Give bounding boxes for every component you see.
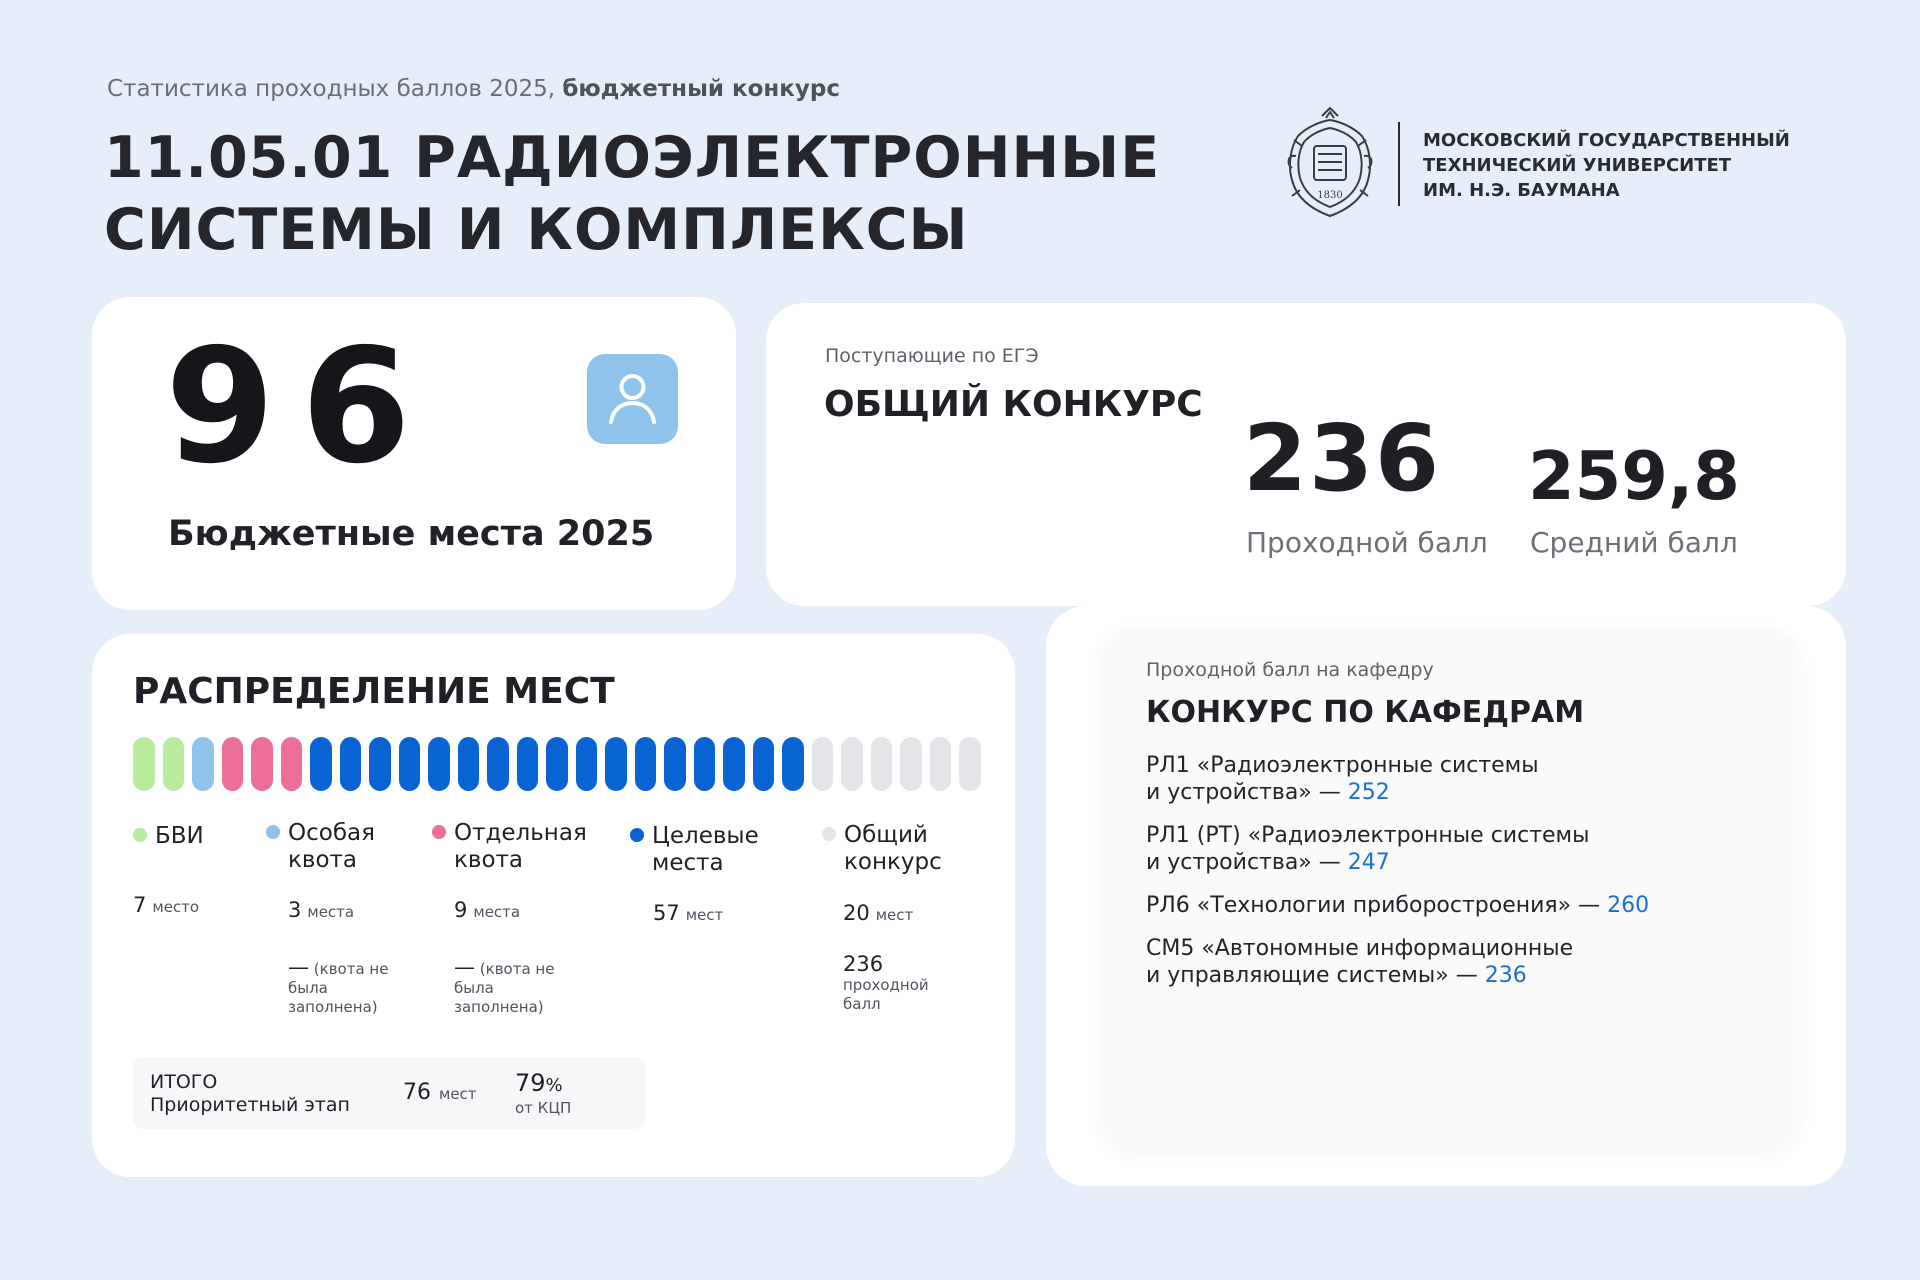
department-score: 260 bbox=[1607, 893, 1650, 918]
distribution-pill-bvi bbox=[133, 737, 155, 791]
note-dash: — bbox=[288, 955, 309, 979]
count-value: 3 bbox=[288, 898, 302, 922]
note-dash: — bbox=[454, 955, 475, 979]
distribution-pill-target bbox=[694, 737, 716, 791]
title-line-2: СИСТЕМЫ И КОМПЛЕКСЫ bbox=[104, 197, 969, 263]
passing-score-label: Проходной балл bbox=[1246, 526, 1488, 559]
special-quota-count bbox=[288, 898, 354, 922]
distribution-pill-separate bbox=[281, 737, 303, 791]
total-title-line-1: ИТОГО bbox=[150, 1071, 218, 1093]
general-competition-dot-icon bbox=[822, 827, 836, 841]
department-item-text: и устройства» — bbox=[1146, 780, 1348, 805]
special-quota-dot-icon bbox=[266, 825, 280, 839]
average-score-label: Средний балл bbox=[1530, 526, 1738, 559]
category-name: Общий bbox=[844, 822, 928, 848]
passing-score-value: 236 bbox=[1243, 405, 1442, 512]
university-line-3: ИМ. Н.Э. БАУМАНА bbox=[1423, 180, 1620, 201]
department-item bbox=[1146, 935, 1786, 989]
budget-places-value: 96 bbox=[165, 315, 437, 499]
department-item-line-2 bbox=[1146, 962, 1786, 989]
department-item-line-1: РЛ1 «Радиоэлектронные системы bbox=[1146, 753, 1539, 778]
budget-places-label: Бюджетные места 2025 bbox=[168, 514, 655, 554]
logo-divider bbox=[1398, 122, 1400, 206]
department-title: КОНКУРС ПО КАФЕДРАМ bbox=[1146, 695, 1585, 730]
department-list bbox=[1146, 752, 1786, 1005]
general-competition-score: 236 bbox=[843, 952, 884, 976]
special-quota-note bbox=[288, 955, 408, 1017]
distribution-pill-target bbox=[458, 737, 480, 791]
category-name: Особая bbox=[288, 820, 375, 846]
distribution-pill-target bbox=[428, 737, 450, 791]
person-icon bbox=[587, 354, 678, 444]
count-unit: мест bbox=[875, 906, 914, 924]
category-name: БВИ bbox=[155, 823, 204, 849]
university-emblem-icon bbox=[1282, 106, 1378, 220]
distribution-pill-separate bbox=[251, 737, 273, 791]
department-label: Проходной балл на кафедру bbox=[1146, 659, 1434, 681]
general-competition-count bbox=[843, 901, 913, 925]
distribution-pill-target bbox=[487, 737, 509, 791]
department-item bbox=[1146, 752, 1786, 806]
distribution-pill-target bbox=[753, 737, 775, 791]
general-competition-title: ОБЩИЙ КОНКУРС bbox=[824, 384, 1203, 425]
university-line-1: МОСКОВСКИЙ ГОСУДАРСТВЕННЫЙ bbox=[1423, 130, 1790, 151]
distribution-pill-target bbox=[723, 737, 745, 791]
count-unit: место bbox=[152, 898, 200, 916]
target-places-count bbox=[653, 901, 723, 925]
distribution-pill-bvi bbox=[163, 737, 185, 791]
distribution-pill-target bbox=[369, 737, 391, 791]
department-item bbox=[1146, 892, 1786, 919]
department-item-line-2 bbox=[1146, 849, 1786, 876]
total-title bbox=[150, 1071, 350, 1117]
count-unit: места bbox=[473, 903, 521, 921]
university-line-2: ТЕХНИЧЕСКИЙ УНИВЕРСИТЕТ bbox=[1423, 155, 1732, 176]
count-value: 7 bbox=[133, 893, 147, 917]
count-value: 9 bbox=[454, 898, 468, 922]
category-name-line-2: места bbox=[652, 850, 724, 876]
average-score-value: 259,8 bbox=[1528, 437, 1740, 515]
category-general-competition bbox=[822, 822, 942, 876]
distribution-pill-separate bbox=[222, 737, 244, 791]
subtitle-plain: Статистика проходных баллов 2025, bbox=[107, 76, 563, 102]
page-subtitle bbox=[107, 76, 840, 102]
distribution-pill-general bbox=[959, 737, 981, 791]
bvi-count bbox=[133, 893, 199, 917]
distribution-pill-target bbox=[310, 737, 332, 791]
separate-quota-count bbox=[454, 898, 520, 922]
logo-year: 1830 bbox=[1317, 190, 1343, 201]
note-text: (квота не была заполнена) bbox=[454, 960, 555, 1016]
department-score: 252 bbox=[1347, 780, 1390, 805]
distribution-pill-general bbox=[841, 737, 863, 791]
distribution-pill-target bbox=[399, 737, 421, 791]
total-count-value: 76 bbox=[403, 1080, 431, 1105]
distribution-pill-special bbox=[192, 737, 214, 791]
subtitle-bold: бюджетный конкурс bbox=[562, 76, 841, 102]
count-unit: места bbox=[307, 903, 355, 921]
department-score: 236 bbox=[1484, 963, 1527, 988]
ege-label: Поступающие по ЕГЭ bbox=[825, 345, 1039, 367]
count-value: 20 bbox=[843, 901, 870, 925]
distribution-pill-target bbox=[605, 737, 627, 791]
distribution-title: РАСПРЕДЕЛЕНИЕ МЕСТ bbox=[133, 671, 615, 712]
category-name-line-2: квота bbox=[288, 847, 358, 873]
distribution-pill-bar bbox=[133, 737, 981, 791]
distribution-pill-target bbox=[517, 737, 539, 791]
distribution-pill-general bbox=[930, 737, 952, 791]
distribution-pill-target bbox=[782, 737, 804, 791]
score-label: проходной балл bbox=[843, 976, 929, 1013]
total-title-line-2: Приоритетный этап bbox=[150, 1094, 350, 1116]
distribution-pill-target bbox=[340, 737, 362, 791]
department-item-line-1: СМ5 «Автономные информационные bbox=[1146, 936, 1574, 961]
department-item-text: РЛ6 «Технологии приборостроения» — bbox=[1146, 893, 1608, 918]
department-item-line-2 bbox=[1146, 892, 1786, 919]
distribution-pill-general bbox=[900, 737, 922, 791]
category-name-line-2: квота bbox=[454, 847, 524, 873]
department-item-line-2 bbox=[1146, 779, 1786, 806]
page-title bbox=[104, 122, 1160, 266]
distribution-pill-target bbox=[576, 737, 598, 791]
distribution-pill-general bbox=[871, 737, 893, 791]
bvi-dot-icon bbox=[133, 828, 147, 842]
title-line-1: 11.05.01 РАДИОЭЛЕКТРОННЫЕ bbox=[104, 125, 1161, 191]
total-count-unit: мест bbox=[439, 1085, 477, 1103]
category-target-places bbox=[630, 823, 759, 877]
total-percent-value: 79 bbox=[515, 1069, 546, 1097]
department-item bbox=[1146, 822, 1786, 876]
category-name-line-2: конкурс bbox=[844, 849, 942, 875]
distribution-pill-target bbox=[546, 737, 568, 791]
department-item-text: и устройства» — bbox=[1146, 850, 1348, 875]
department-score: 247 bbox=[1347, 850, 1390, 875]
department-item-text: и управляющие системы» — bbox=[1146, 963, 1485, 988]
total-percent-label: от КЦП bbox=[515, 1099, 572, 1117]
total-percent bbox=[515, 1071, 571, 1118]
separate-quota-note bbox=[454, 955, 574, 1017]
university-name bbox=[1423, 128, 1790, 203]
target-places-dot-icon bbox=[630, 828, 644, 842]
category-name: Отдельная bbox=[454, 820, 587, 846]
category-separate-quota bbox=[432, 820, 587, 874]
separate-quota-dot-icon bbox=[432, 825, 446, 839]
total-count bbox=[403, 1080, 477, 1105]
general-competition-score-note bbox=[843, 952, 953, 1014]
distribution-pill-target bbox=[635, 737, 657, 791]
count-unit: мест bbox=[685, 906, 724, 924]
total-percent-sign: % bbox=[545, 1075, 563, 1096]
distribution-pill-target bbox=[664, 737, 686, 791]
distribution-pill-general bbox=[812, 737, 834, 791]
department-item-line-1: РЛ1 (РТ) «Радиоэлектронные системы bbox=[1146, 823, 1590, 848]
category-bvi bbox=[133, 823, 204, 850]
category-name: Целевые bbox=[652, 823, 759, 849]
count-value: 57 bbox=[653, 901, 680, 925]
note-text: (квота не была заполнена) bbox=[288, 960, 389, 1016]
category-special-quota bbox=[266, 820, 375, 874]
